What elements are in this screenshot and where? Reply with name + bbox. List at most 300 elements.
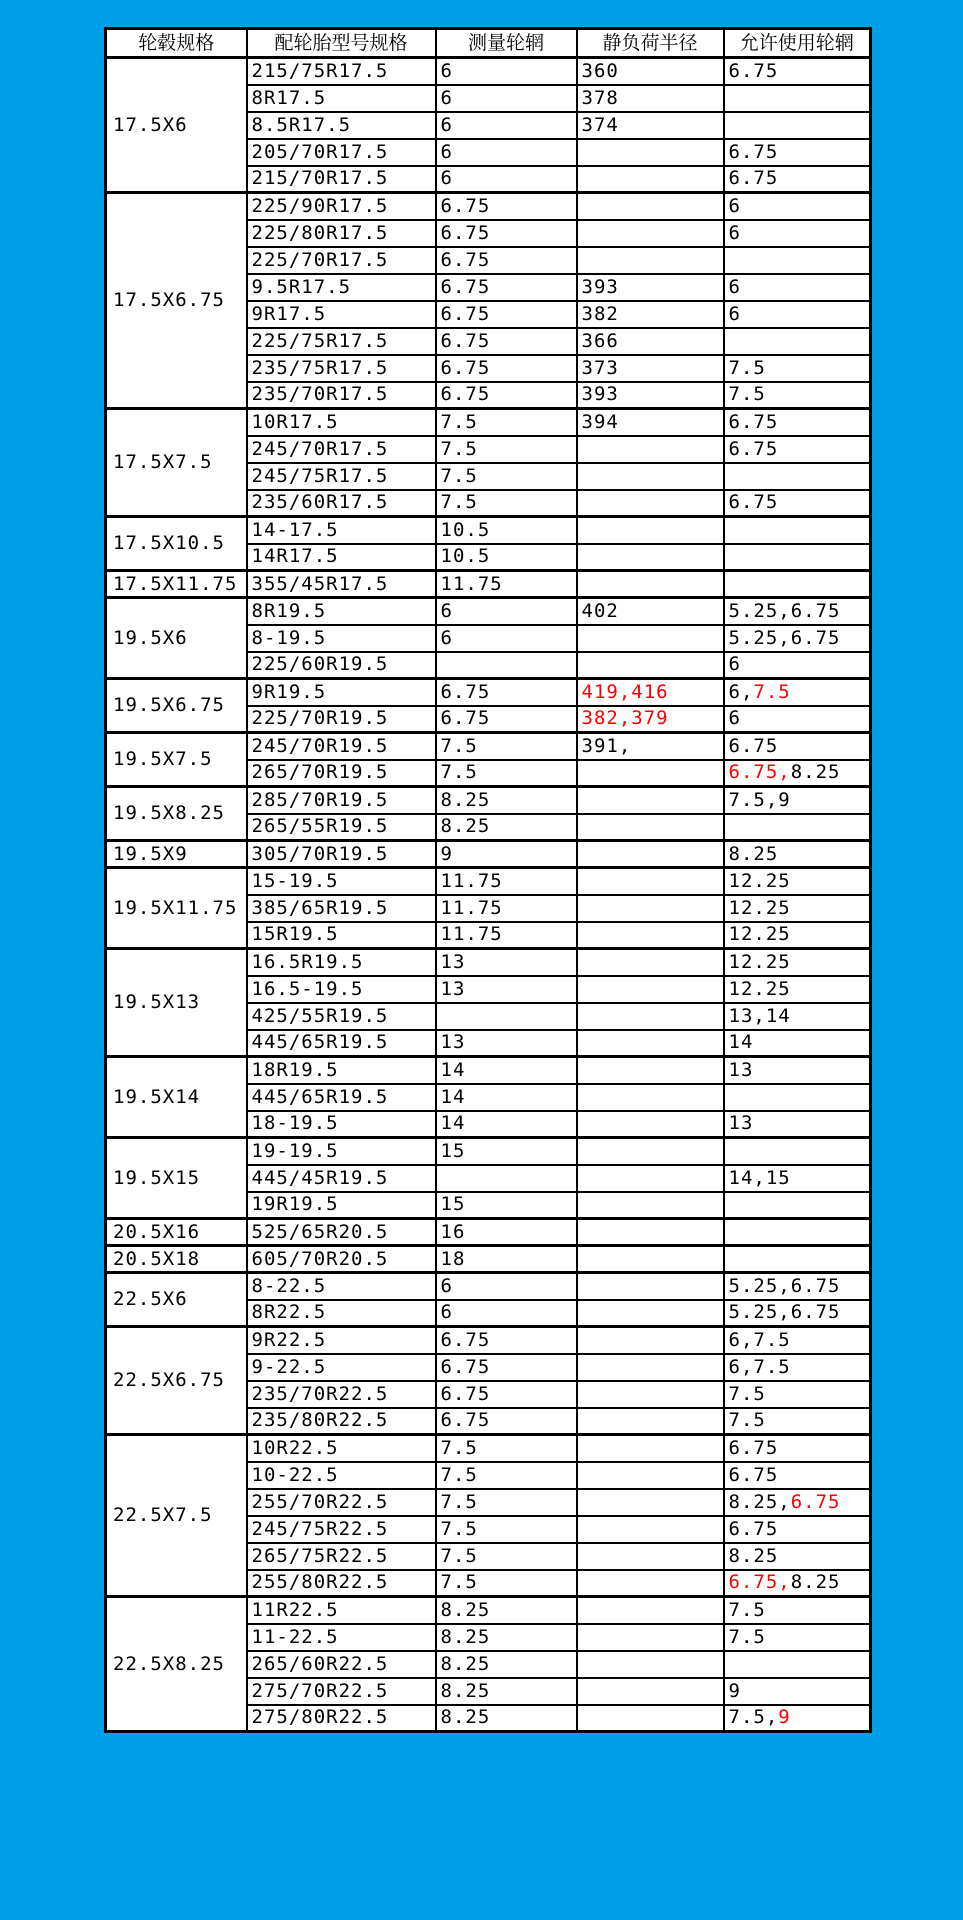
measuring-rim-cell: 18: [436, 1246, 577, 1273]
table-row: [106, 58, 871, 85]
allowed-rims-cell: [724, 652, 871, 679]
tire-model-cell: 265/55R19.5: [247, 814, 436, 841]
tire-model-cell: 225/90R17.5: [247, 193, 436, 220]
value: 393: [581, 275, 619, 298]
static-load-radius-cell: [577, 598, 724, 625]
hub-spec-cell: 19.5X15: [106, 1138, 247, 1219]
tire-model-cell: 9-22.5: [247, 1354, 436, 1381]
static-load-radius-cell: [577, 166, 724, 193]
value: 6.75: [728, 437, 779, 460]
hub-spec-cell: 19.5X13: [106, 949, 247, 1057]
static-load-radius-cell: [577, 139, 724, 166]
static-load-radius-cell: [577, 58, 724, 85]
measuring-rim-cell: 6.75: [436, 193, 577, 220]
measuring-rim-cell: 8.25: [436, 1705, 577, 1732]
static-load-radius-cell: [577, 1678, 724, 1705]
measuring-rim-cell: 7.5: [436, 409, 577, 436]
measuring-rim-cell: 10.5: [436, 544, 577, 571]
table-row: [106, 1246, 871, 1273]
tire-model-cell: 9R22.5: [247, 1327, 436, 1354]
static-load-radius-cell: [577, 1030, 724, 1057]
tire-model-cell: 11-22.5: [247, 1624, 436, 1651]
value: 13: [728, 1058, 754, 1081]
table-row: [106, 1219, 871, 1246]
value: 6: [728, 707, 741, 730]
static-load-radius-cell: [577, 895, 724, 922]
value: 14,15: [728, 1166, 791, 1189]
tire-model-cell: 8-22.5: [247, 1273, 436, 1300]
allowed-rims-cell: [724, 1327, 871, 1354]
value: 6: [728, 221, 741, 244]
value: 6: [728, 194, 741, 217]
value: 8.25: [790, 761, 841, 784]
measuring-rim-cell: 13: [436, 1030, 577, 1057]
tire-model-cell: 225/70R19.5: [247, 706, 436, 733]
table-row: [106, 1057, 871, 1084]
hub-spec-cell: 19.5X14: [106, 1057, 247, 1138]
static-load-radius-cell: [577, 1543, 724, 1570]
value: 6: [728, 653, 741, 676]
tire-model-cell: 225/70R17.5: [247, 247, 436, 274]
tire-model-cell: 14-17.5: [247, 517, 436, 544]
allowed-rims-cell: [724, 1003, 871, 1030]
value: 8.25: [728, 1544, 779, 1567]
table-row: [106, 598, 871, 625]
tire-model-cell: 275/70R22.5: [247, 1678, 436, 1705]
static-load-radius-cell: [577, 949, 724, 976]
header-row: [106, 29, 871, 58]
table-row: [106, 1327, 871, 1354]
tire-model-cell: 255/70R22.5: [247, 1489, 436, 1516]
table-body: [106, 58, 871, 1732]
measuring-rim-cell: 6: [436, 166, 577, 193]
static-load-radius-cell: [577, 463, 724, 490]
static-load-radius-cell: [577, 1246, 724, 1273]
allowed-rims-cell: [724, 598, 871, 625]
highlighted-value: 9: [778, 1706, 791, 1729]
measuring-rim-cell: 6.75: [436, 1381, 577, 1408]
allowed-rims-cell: [724, 1543, 871, 1570]
tire-model-cell: 19R19.5: [247, 1192, 436, 1219]
static-load-radius-cell: [577, 112, 724, 139]
tire-model-cell: 275/80R22.5: [247, 1705, 436, 1732]
tire-model-cell: 9R19.5: [247, 679, 436, 706]
allowed-rims-cell: [724, 58, 871, 85]
allowed-rims-cell: [724, 1354, 871, 1381]
value: 382: [581, 302, 619, 325]
tire-model-cell: 235/70R17.5: [247, 382, 436, 409]
measuring-rim-cell: 6.75: [436, 1327, 577, 1354]
hub-spec-cell: 20.5X18: [106, 1246, 247, 1273]
measuring-rim-cell: 7.5: [436, 436, 577, 463]
allowed-rims-cell: [724, 328, 871, 355]
measuring-rim-cell: 16: [436, 1219, 577, 1246]
table-row: [106, 733, 871, 760]
header-measuring-rim: 测量轮辋: [436, 29, 577, 58]
allowed-rims-cell: [724, 625, 871, 652]
allowed-rims-cell: [724, 463, 871, 490]
value: 402: [581, 599, 619, 622]
tire-model-cell: 265/60R22.5: [247, 1651, 436, 1678]
hub-spec-cell: 19.5X9: [106, 841, 247, 868]
value: 391,: [581, 734, 632, 757]
table-row: [106, 193, 871, 220]
tire-rim-spec-table-container: [104, 27, 872, 1733]
static-load-radius-cell: [577, 1435, 724, 1462]
value: 366: [581, 329, 619, 352]
static-load-radius-cell: [577, 922, 724, 949]
allowed-rims-cell: [724, 274, 871, 301]
value: 6.75: [728, 1517, 779, 1540]
value: 8.25: [790, 1571, 841, 1594]
measuring-rim-cell: [436, 652, 577, 679]
value: 6.75: [728, 59, 779, 82]
measuring-rim-cell: 13: [436, 949, 577, 976]
static-load-radius-cell: [577, 1651, 724, 1678]
tire-model-cell: 8-19.5: [247, 625, 436, 652]
measuring-rim-cell: 6.75: [436, 247, 577, 274]
static-load-radius-cell: [577, 868, 724, 895]
static-load-radius-cell: [577, 1570, 724, 1597]
tire-model-cell: 235/70R22.5: [247, 1381, 436, 1408]
allowed-rims-cell: [724, 976, 871, 1003]
measuring-rim-cell: 7.5: [436, 1516, 577, 1543]
measuring-rim-cell: 9: [436, 841, 577, 868]
allowed-rims-cell: [724, 679, 871, 706]
allowed-rims-cell: [724, 193, 871, 220]
static-load-radius-cell: [577, 1489, 724, 1516]
tire-model-cell: 225/75R17.5: [247, 328, 436, 355]
hub-spec-cell: 17.5X11.75: [106, 571, 247, 598]
allowed-rims-cell: [724, 355, 871, 382]
allowed-rims-cell: [724, 1111, 871, 1138]
allowed-rims-cell: [724, 301, 871, 328]
measuring-rim-cell: 14: [436, 1111, 577, 1138]
allowed-rims-cell: [724, 220, 871, 247]
tire-model-cell: 11R22.5: [247, 1597, 436, 1624]
measuring-rim-cell: 6: [436, 625, 577, 652]
tire-model-cell: 245/70R19.5: [247, 733, 436, 760]
value: 9: [728, 1679, 741, 1702]
static-load-radius-cell: [577, 1165, 724, 1192]
value: 6.75: [728, 1436, 779, 1459]
table-row: [106, 1138, 871, 1165]
measuring-rim-cell: 6: [436, 85, 577, 112]
static-load-radius-cell: [577, 760, 724, 787]
value: 6.75: [728, 410, 779, 433]
allowed-rims-cell: [724, 1381, 871, 1408]
measuring-rim-cell: 6: [436, 139, 577, 166]
allowed-rims-cell: [724, 733, 871, 760]
table-row: [106, 409, 871, 436]
measuring-rim-cell: 11.75: [436, 922, 577, 949]
value: 5.25,6.75: [728, 626, 841, 649]
measuring-rim-cell: 7.5: [436, 1462, 577, 1489]
measuring-rim-cell: 8.25: [436, 787, 577, 814]
measuring-rim-cell: 11.75: [436, 895, 577, 922]
measuring-rim-cell: 6.75: [436, 328, 577, 355]
tire-model-cell: 18R19.5: [247, 1057, 436, 1084]
value: 7.5: [728, 356, 766, 379]
measuring-rim-cell: 7.5: [436, 463, 577, 490]
allowed-rims-cell: [724, 490, 871, 517]
allowed-rims-cell: [724, 139, 871, 166]
static-load-radius-cell: [577, 409, 724, 436]
static-load-radius-cell: [577, 355, 724, 382]
hub-spec-cell: 22.5X6: [106, 1273, 247, 1327]
allowed-rims-cell: [724, 1273, 871, 1300]
value: 5.25,6.75: [728, 1274, 841, 1297]
tire-model-cell: 19-19.5: [247, 1138, 436, 1165]
static-load-radius-cell: [577, 814, 724, 841]
measuring-rim-cell: 13: [436, 976, 577, 1003]
tire-model-cell: 265/70R19.5: [247, 760, 436, 787]
static-load-radius-cell: [577, 1597, 724, 1624]
static-load-radius-cell: [577, 193, 724, 220]
highlighted-value: 6.75,: [728, 1571, 791, 1594]
allowed-rims-cell: [724, 787, 871, 814]
measuring-rim-cell: 6.75: [436, 1354, 577, 1381]
static-load-radius-cell: [577, 841, 724, 868]
measuring-rim-cell: 7.5: [436, 1543, 577, 1570]
tire-model-cell: 8R17.5: [247, 85, 436, 112]
measuring-rim-cell: 6.75: [436, 274, 577, 301]
table-row: [106, 1435, 871, 1462]
value: 13: [728, 1112, 754, 1135]
tire-rim-spec-table: [104, 27, 872, 1733]
value: 7.5: [728, 1409, 766, 1432]
static-load-radius-cell: [577, 1111, 724, 1138]
header-tire-model: 配轮胎型号规格: [247, 29, 436, 58]
allowed-rims-cell: [724, 409, 871, 436]
tire-model-cell: 265/75R22.5: [247, 1543, 436, 1570]
static-load-radius-cell: [577, 436, 724, 463]
static-load-radius-cell: [577, 517, 724, 544]
tire-model-cell: 245/70R17.5: [247, 436, 436, 463]
measuring-rim-cell: 6.75: [436, 382, 577, 409]
measuring-rim-cell: 6: [436, 1273, 577, 1300]
value: 7.5: [728, 383, 766, 406]
measuring-rim-cell: 8.25: [436, 814, 577, 841]
allowed-rims-cell: [724, 1624, 871, 1651]
measuring-rim-cell: 6: [436, 58, 577, 85]
measuring-rim-cell: 14: [436, 1084, 577, 1111]
hub-spec-cell: 17.5X7.5: [106, 409, 247, 517]
tire-model-cell: 255/80R22.5: [247, 1570, 436, 1597]
tire-model-cell: 245/75R17.5: [247, 463, 436, 490]
value: 6.75: [728, 734, 779, 757]
measuring-rim-cell: 8.25: [436, 1678, 577, 1705]
value: 8.25: [728, 842, 779, 865]
allowed-rims-cell: [724, 544, 871, 571]
allowed-rims-cell: [724, 112, 871, 139]
static-load-radius-cell: [577, 1192, 724, 1219]
tire-model-cell: 285/70R19.5: [247, 787, 436, 814]
hub-spec-cell: 19.5X7.5: [106, 733, 247, 787]
table-row: [106, 841, 871, 868]
value: 6,: [728, 680, 754, 703]
highlighted-value: 6.75: [790, 1490, 841, 1513]
allowed-rims-cell: [724, 1246, 871, 1273]
allowed-rims-cell: [724, 1705, 871, 1732]
tire-model-cell: 15R19.5: [247, 922, 436, 949]
static-load-radius-cell: [577, 1084, 724, 1111]
measuring-rim-cell: 6.75: [436, 355, 577, 382]
static-load-radius-cell: [577, 382, 724, 409]
allowed-rims-cell: [724, 1678, 871, 1705]
measuring-rim-cell: [436, 1003, 577, 1030]
highlighted-value: 6.75,: [728, 761, 791, 784]
table-row: [106, 1273, 871, 1300]
allowed-rims-cell: [724, 1651, 871, 1678]
value: 7.5: [728, 1598, 766, 1621]
table-row: [106, 949, 871, 976]
header-allowed-rims: 允许使用轮辋: [724, 29, 871, 58]
value: 378: [581, 86, 619, 109]
value: 7.5,: [728, 1706, 779, 1729]
static-load-radius-cell: [577, 976, 724, 1003]
static-load-radius-cell: [577, 1273, 724, 1300]
measuring-rim-cell: 7.5: [436, 760, 577, 787]
tire-model-cell: 205/70R17.5: [247, 139, 436, 166]
static-load-radius-cell: [577, 1138, 724, 1165]
hub-spec-cell: 19.5X8.25: [106, 787, 247, 841]
allowed-rims-cell: [724, 949, 871, 976]
value: 12.25: [728, 977, 791, 1000]
highlighted-value: 419,416: [581, 680, 669, 703]
static-load-radius-cell: [577, 544, 724, 571]
allowed-rims-cell: [724, 436, 871, 463]
allowed-rims-cell: [724, 571, 871, 598]
measuring-rim-cell: 7.5: [436, 1489, 577, 1516]
allowed-rims-cell: [724, 1030, 871, 1057]
measuring-rim-cell: 8.25: [436, 1597, 577, 1624]
value: 12.25: [728, 950, 791, 973]
hub-spec-cell: 20.5X16: [106, 1219, 247, 1246]
allowed-rims-cell: [724, 1570, 871, 1597]
allowed-rims-cell: [724, 1165, 871, 1192]
value: 6,7.5: [728, 1328, 791, 1351]
tire-model-cell: 235/80R22.5: [247, 1408, 436, 1435]
value: 6: [728, 275, 741, 298]
measuring-rim-cell: 6: [436, 112, 577, 139]
static-load-radius-cell: [577, 1219, 724, 1246]
measuring-rim-cell: 6.75: [436, 1408, 577, 1435]
value: 14: [728, 1031, 754, 1054]
static-load-radius-cell: [577, 1327, 724, 1354]
measuring-rim-cell: 14: [436, 1057, 577, 1084]
allowed-rims-cell: [724, 382, 871, 409]
value: 394: [581, 410, 619, 433]
allowed-rims-cell: [724, 895, 871, 922]
static-load-radius-cell: [577, 679, 724, 706]
allowed-rims-cell: [724, 814, 871, 841]
tire-model-cell: 10R22.5: [247, 1435, 436, 1462]
tire-model-cell: 525/65R20.5: [247, 1219, 436, 1246]
tire-model-cell: 8R22.5: [247, 1300, 436, 1327]
tire-model-cell: 225/80R17.5: [247, 220, 436, 247]
static-load-radius-cell: [577, 733, 724, 760]
tire-model-cell: 8.5R17.5: [247, 112, 436, 139]
value: 12.25: [728, 896, 791, 919]
allowed-rims-cell: [724, 760, 871, 787]
allowed-rims-cell: [724, 1300, 871, 1327]
value: 6.75: [728, 140, 779, 163]
static-load-radius-cell: [577, 1300, 724, 1327]
tire-model-cell: 305/70R19.5: [247, 841, 436, 868]
measuring-rim-cell: 6: [436, 1300, 577, 1327]
measuring-rim-cell: 10.5: [436, 517, 577, 544]
tire-model-cell: 605/70R20.5: [247, 1246, 436, 1273]
table-header: [106, 29, 871, 58]
hub-spec-cell: 17.5X6.75: [106, 193, 247, 409]
allowed-rims-cell: [724, 868, 871, 895]
static-load-radius-cell: [577, 1462, 724, 1489]
measuring-rim-cell: 7.5: [436, 490, 577, 517]
value: 6.75: [728, 1463, 779, 1486]
value: 373: [581, 356, 619, 379]
measuring-rim-cell: 8.25: [436, 1651, 577, 1678]
table-row: [106, 679, 871, 706]
value: 5.25,6.75: [728, 599, 841, 622]
allowed-rims-cell: [724, 1489, 871, 1516]
table-row: [106, 868, 871, 895]
tire-model-cell: 14R17.5: [247, 544, 436, 571]
value: 6,7.5: [728, 1355, 791, 1378]
static-load-radius-cell: [577, 1003, 724, 1030]
measuring-rim-cell: 11.75: [436, 571, 577, 598]
allowed-rims-cell: [724, 1462, 871, 1489]
value: 7.5: [728, 1382, 766, 1405]
allowed-rims-cell: [724, 706, 871, 733]
static-load-radius-cell: [577, 247, 724, 274]
tire-model-cell: 215/75R17.5: [247, 58, 436, 85]
hub-spec-cell: 17.5X10.5: [106, 517, 247, 571]
tire-model-cell: 235/60R17.5: [247, 490, 436, 517]
tire-model-cell: 16.5-19.5: [247, 976, 436, 1003]
static-load-radius-cell: [577, 1705, 724, 1732]
allowed-rims-cell: [724, 517, 871, 544]
value: 393: [581, 383, 619, 406]
measuring-rim-cell: 7.5: [436, 733, 577, 760]
tire-model-cell: 235/75R17.5: [247, 355, 436, 382]
tire-model-cell: 425/55R19.5: [247, 1003, 436, 1030]
static-load-radius-cell: [577, 787, 724, 814]
value: 360: [581, 59, 619, 82]
tire-model-cell: 245/75R22.5: [247, 1516, 436, 1543]
allowed-rims-cell: [724, 1057, 871, 1084]
tire-model-cell: 16.5R19.5: [247, 949, 436, 976]
static-load-radius-cell: [577, 652, 724, 679]
tire-model-cell: 355/45R17.5: [247, 571, 436, 598]
allowed-rims-cell: [724, 166, 871, 193]
tire-model-cell: 225/60R19.5: [247, 652, 436, 679]
static-load-radius-cell: [577, 274, 724, 301]
hub-spec-cell: 22.5X7.5: [106, 1435, 247, 1597]
allowed-rims-cell: [724, 1084, 871, 1111]
allowed-rims-cell: [724, 1435, 871, 1462]
static-load-radius-cell: [577, 220, 724, 247]
allowed-rims-cell: [724, 841, 871, 868]
tire-model-cell: 8R19.5: [247, 598, 436, 625]
table-row: [106, 1597, 871, 1624]
measuring-rim-cell: 15: [436, 1138, 577, 1165]
static-load-radius-cell: [577, 1381, 724, 1408]
value: 12.25: [728, 869, 791, 892]
allowed-rims-cell: [724, 1516, 871, 1543]
tire-model-cell: 15-19.5: [247, 868, 436, 895]
static-load-radius-cell: [577, 301, 724, 328]
